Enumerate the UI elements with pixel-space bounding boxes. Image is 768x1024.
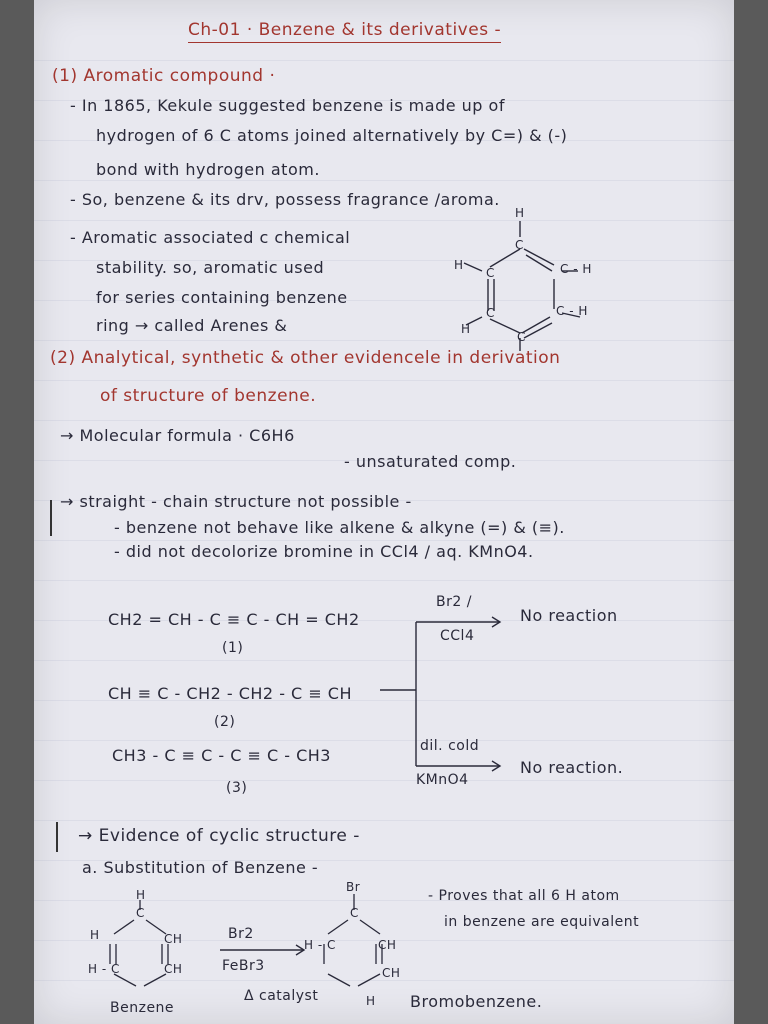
result-no-reaction-1: No reaction xyxy=(520,606,618,625)
substitution-subheading: a. Substitution of Benzene - xyxy=(82,858,319,877)
text-line: stability. so, aromatic used xyxy=(96,258,325,277)
behave-note: - benzene not behave like alkene & alkyne (=) & (≡). xyxy=(114,518,565,537)
atom-label-ch: CH xyxy=(382,966,401,980)
atom-label-c: C xyxy=(136,906,145,920)
atom-label-c: C xyxy=(517,330,526,344)
compound-2-number: (2) xyxy=(214,714,236,730)
margin-mark xyxy=(56,822,58,852)
text-line: hydrogen of 6 C atoms joined alternatively by C=) & (-) xyxy=(96,126,568,145)
compound-3-number: (3) xyxy=(226,780,248,796)
atom-label-c-h: C - H xyxy=(560,262,592,276)
section-heading-aromatic: (1) Aromatic compound · xyxy=(52,66,276,86)
cyclic-structure-heading: → Evidence of cyclic structure - xyxy=(78,826,360,846)
reagent-kmno4: KMnO4 xyxy=(416,772,469,788)
reagent-febr3: FeBr3 xyxy=(222,958,265,974)
substitution-arrow xyxy=(220,944,310,956)
atom-label-h: H xyxy=(461,322,471,336)
reagent-br2: Br2 / xyxy=(436,594,472,610)
atom-label-c: C xyxy=(515,238,524,252)
equivalence-note-2: in benzene are equivalent xyxy=(444,914,640,930)
unsaturated-note: - unsaturated comp. xyxy=(344,452,517,471)
compound-2: CH ≡ C - CH2 - CH2 - C ≡ CH xyxy=(108,684,353,703)
compound-3: CH3 - C ≡ C - C ≡ C - CH3 xyxy=(112,746,331,765)
text-line: - In 1865, Kekule suggested benzene is made up of xyxy=(70,96,505,115)
decolorize-note: - did not decolorize bromine in CCl4 / aq. KMnO4. xyxy=(114,542,534,561)
atom-label-c: C xyxy=(350,906,359,920)
bromobenzene-label: Bromobenzene. xyxy=(410,992,543,1011)
reagent-ccl4: CCl4 xyxy=(440,628,475,644)
atom-label-c-h: C - H xyxy=(556,304,588,318)
atom-label-h: H xyxy=(454,258,464,272)
benzene-label: Benzene xyxy=(110,1000,175,1016)
text-line: ring → called Arenes & xyxy=(96,316,288,335)
text-line: - Aromatic associated c chemical xyxy=(70,228,351,247)
atom-label-h: H xyxy=(90,928,100,942)
straight-chain-note: → straight - chain structure not possible - xyxy=(60,492,412,511)
atom-label-br: Br xyxy=(346,880,361,894)
atom-label-h: H xyxy=(515,206,525,220)
atom-label-h-c: H - C xyxy=(88,962,120,976)
atom-label-h: H xyxy=(366,994,376,1008)
text-line: - So, benzene & its drv, possess fragrance /aroma. xyxy=(70,190,500,209)
page-title: Ch-01 · Benzene & its derivatives - xyxy=(188,20,501,43)
atom-label-ch: CH xyxy=(378,938,397,952)
atom-label-h-c: H - C xyxy=(304,938,336,952)
atom-label-ch: CH xyxy=(164,962,183,976)
section-heading-evidence-cont: of structure of benzene. xyxy=(100,386,317,406)
section-heading-evidence: (2) Analytical, synthetic & other evidencele in derivation xyxy=(50,348,561,368)
text-line: for series containing benzene xyxy=(96,288,348,307)
compound-1: CH2 = CH - C ≡ C - CH = CH2 xyxy=(108,610,360,629)
kekule-benzene-structure xyxy=(450,205,610,355)
atom-label-c: C xyxy=(486,266,495,280)
reagent-br2: Br2 xyxy=(228,926,254,942)
text-line: bond with hydrogen atom. xyxy=(96,160,320,179)
margin-mark xyxy=(50,500,52,536)
catalyst-note: Δ catalyst xyxy=(244,988,319,1004)
atom-label-h: H xyxy=(136,888,146,902)
reagent-dil-cold: dil. cold xyxy=(420,738,480,754)
compound-1-number: (1) xyxy=(222,640,244,656)
atom-label-c: C xyxy=(486,306,495,320)
result-no-reaction-2: No reaction. xyxy=(520,758,624,777)
molecular-formula: → Molecular formula · C6H6 xyxy=(60,426,295,445)
equivalence-note-1: - Proves that all 6 H atom xyxy=(428,888,620,904)
atom-label-ch: CH xyxy=(164,932,183,946)
